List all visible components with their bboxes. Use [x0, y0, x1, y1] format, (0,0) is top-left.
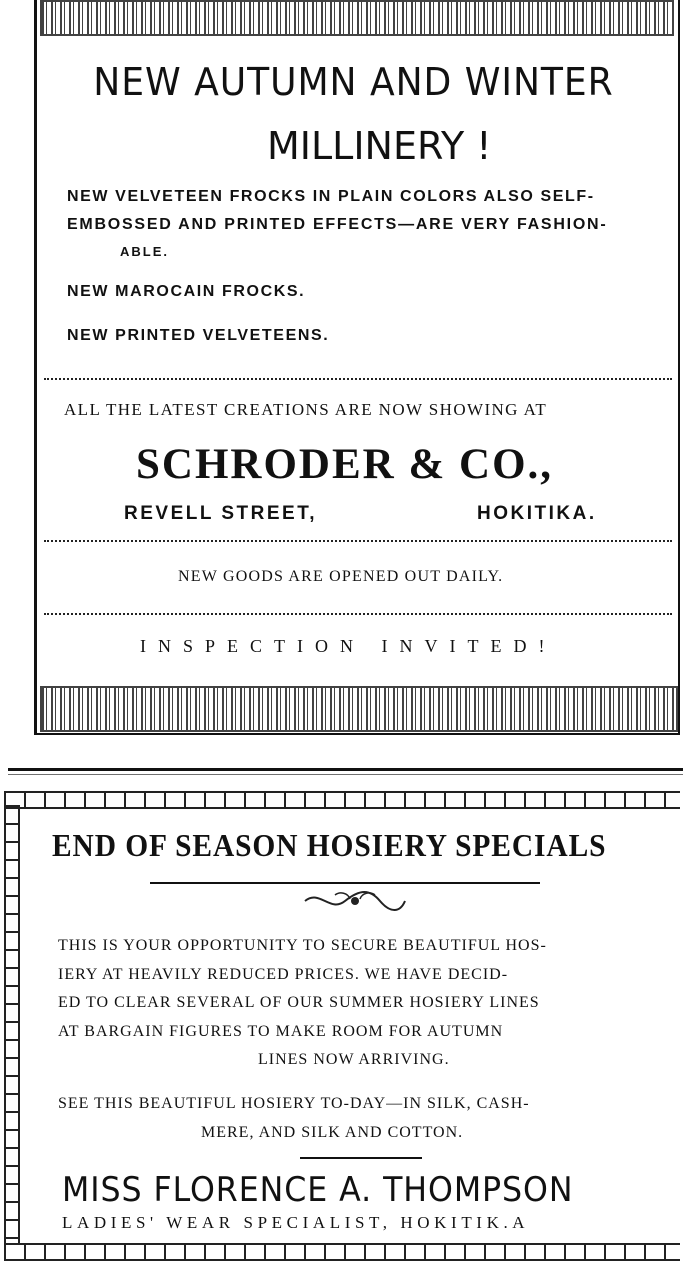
ornament-icon	[300, 889, 410, 913]
headline-autumn-winter: NEW AUTUMN AND WINTER	[93, 60, 614, 104]
para1-line4: AT BARGAIN FIGURES TO MAKE ROOM FOR AUTUMN	[58, 1022, 504, 1040]
dotted-divider-1	[44, 378, 672, 380]
thompson-advertisement	[0, 785, 683, 1268]
signature-divider	[300, 1157, 422, 1159]
town-name: HOKITIKA.	[477, 503, 597, 524]
para1-line5: LINES NOW ARRIVING.	[258, 1051, 450, 1068]
ladies-wear-tagline: LADIES' WEAR SPECIALIST, HOKITIK.A	[62, 1213, 530, 1232]
item-velveteen-line3: ABLE.	[120, 244, 169, 259]
flourish-ornament	[300, 889, 410, 919]
item-marocain: NEW MAROCAIN FROCKS.	[67, 283, 306, 300]
item-printed-velveteens: NEW PRINTED VELVETEENS.	[67, 327, 330, 344]
column-separator-thin	[8, 774, 683, 775]
paragraph-see-hosiery	[58, 1089, 658, 1147]
bottom-box-border	[4, 1243, 680, 1261]
proprietor-name: MISS FLORENCE A. THOMPSON	[62, 1170, 574, 1210]
firm-name: SCHRODER & CO.,	[136, 441, 554, 488]
left-rule	[34, 0, 37, 735]
inspection-invited: INSPECTION INVITED!	[140, 636, 557, 656]
bottom-rule	[34, 733, 680, 735]
para2-line2: MERE, AND SILK AND COTTON.	[201, 1124, 464, 1141]
item-velveteen-line1: NEW VELVETEEN FROCKS IN PLAIN COLORS ALSO SELF-	[67, 188, 595, 205]
top-ornamental-border	[40, 0, 674, 36]
bottom-ornamental-border	[40, 686, 678, 732]
new-goods-daily: NEW GOODS ARE OPENED OUT DAILY.	[178, 568, 504, 585]
para1-line2: IERY AT HEAVILY REDUCED PRICES. WE HAVE DECID-	[58, 965, 509, 983]
column-separator	[8, 768, 683, 771]
paragraph-opportunity	[58, 932, 658, 1075]
now-showing-line: ALL THE LATEST CREATIONS ARE NOW SHOWING AT	[64, 400, 548, 419]
dotted-divider-2	[44, 540, 672, 542]
headline-hosiery-specials: END OF SEASON HOSIERY SPECIALS	[52, 827, 607, 863]
left-box-border	[4, 805, 20, 1245]
para2-line1: SEE THIS BEAUTIFUL HOSIERY TO-DAY—IN SILK, CASH-	[58, 1095, 530, 1112]
para1-line1: THIS IS YOUR OPPORTUNITY TO SECURE BEAUTIFUL HOS-	[58, 937, 547, 954]
dotted-divider-3	[44, 613, 672, 615]
para1-line3: ED TO CLEAR SEVERAL OF OUR SUMMER HOSIERY LINES	[58, 994, 540, 1011]
headline-underline	[150, 882, 540, 884]
headline-millinery: MILLINERY !	[267, 124, 492, 168]
item-velveteen-line2: EMBOSSED AND PRINTED EFFECTS—ARE VERY FASHION-	[67, 216, 608, 233]
top-box-border	[4, 791, 680, 809]
street-address: REVELL STREET,	[124, 503, 318, 524]
right-rule	[678, 0, 680, 735]
